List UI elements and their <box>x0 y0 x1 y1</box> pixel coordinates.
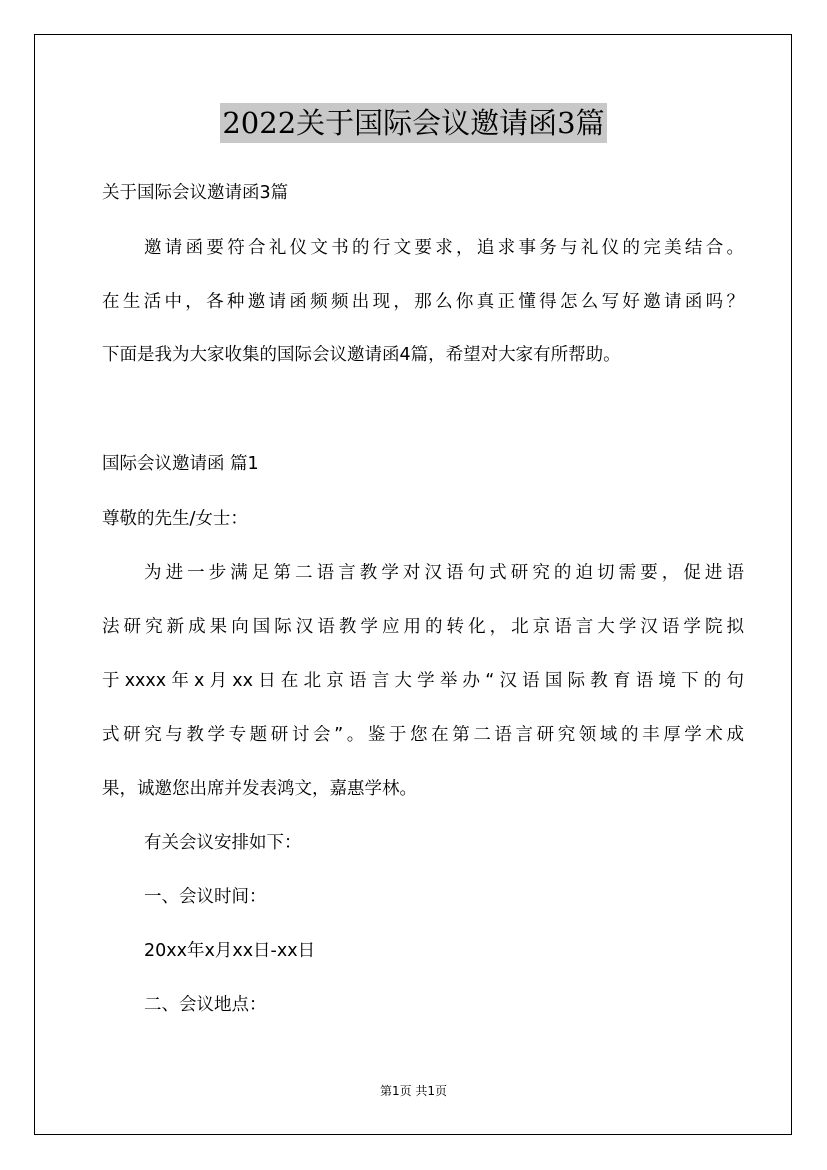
body-line-5: 果，诚邀您出席并发表鸿文，嘉惠学林。 <box>102 779 417 799</box>
intro-line-1: 邀请函要符合礼仪文书的行文要求，追求事务与礼仪的完美结合。 <box>144 238 744 258</box>
intro-line-2: 在生活中，各种邀请函频频出现，那么你真正懂得怎么写好邀请函吗？ <box>102 292 744 312</box>
page-footer: 第1页 共1页 <box>379 1084 448 1098</box>
time-heading: 一、会议时间： <box>144 887 267 907</box>
body-line-2: 法研究新成果向国际汉语教学应用的转化，北京语言大学汉语学院拟 <box>102 617 744 637</box>
body-line-3: 于xxxx年x月xx日在北京语言大学举办“汉语国际教育语境下的句 <box>102 671 744 691</box>
document-subtitle: 关于国际会议邀请函3篇 <box>102 183 289 203</box>
body-line-1: 为进一步满足第二语言教学对汉语句式研究的迫切需要，促进语 <box>144 563 744 583</box>
arrangement-intro: 有关会议安排如下： <box>144 833 302 853</box>
section-heading: 国际会议邀请函 篇1 <box>102 454 259 474</box>
body-line-4: 式研究与教学专题研讨会”。鉴于您在第二语言研究领域的丰厚学术成 <box>102 725 744 745</box>
title-container <box>0 103 827 143</box>
intro-line-3: 下面是我为大家收集的国际会议邀请函4篇，希望对大家有所帮助。 <box>102 345 621 365</box>
place-heading: 二、会议地点： <box>144 995 267 1015</box>
document-title: 2022关于国际会议邀请函3篇 <box>220 103 606 143</box>
salutation: 尊敬的先生/女士： <box>102 509 248 529</box>
time-value: 20xx年x月xx日-xx日 <box>144 941 316 961</box>
